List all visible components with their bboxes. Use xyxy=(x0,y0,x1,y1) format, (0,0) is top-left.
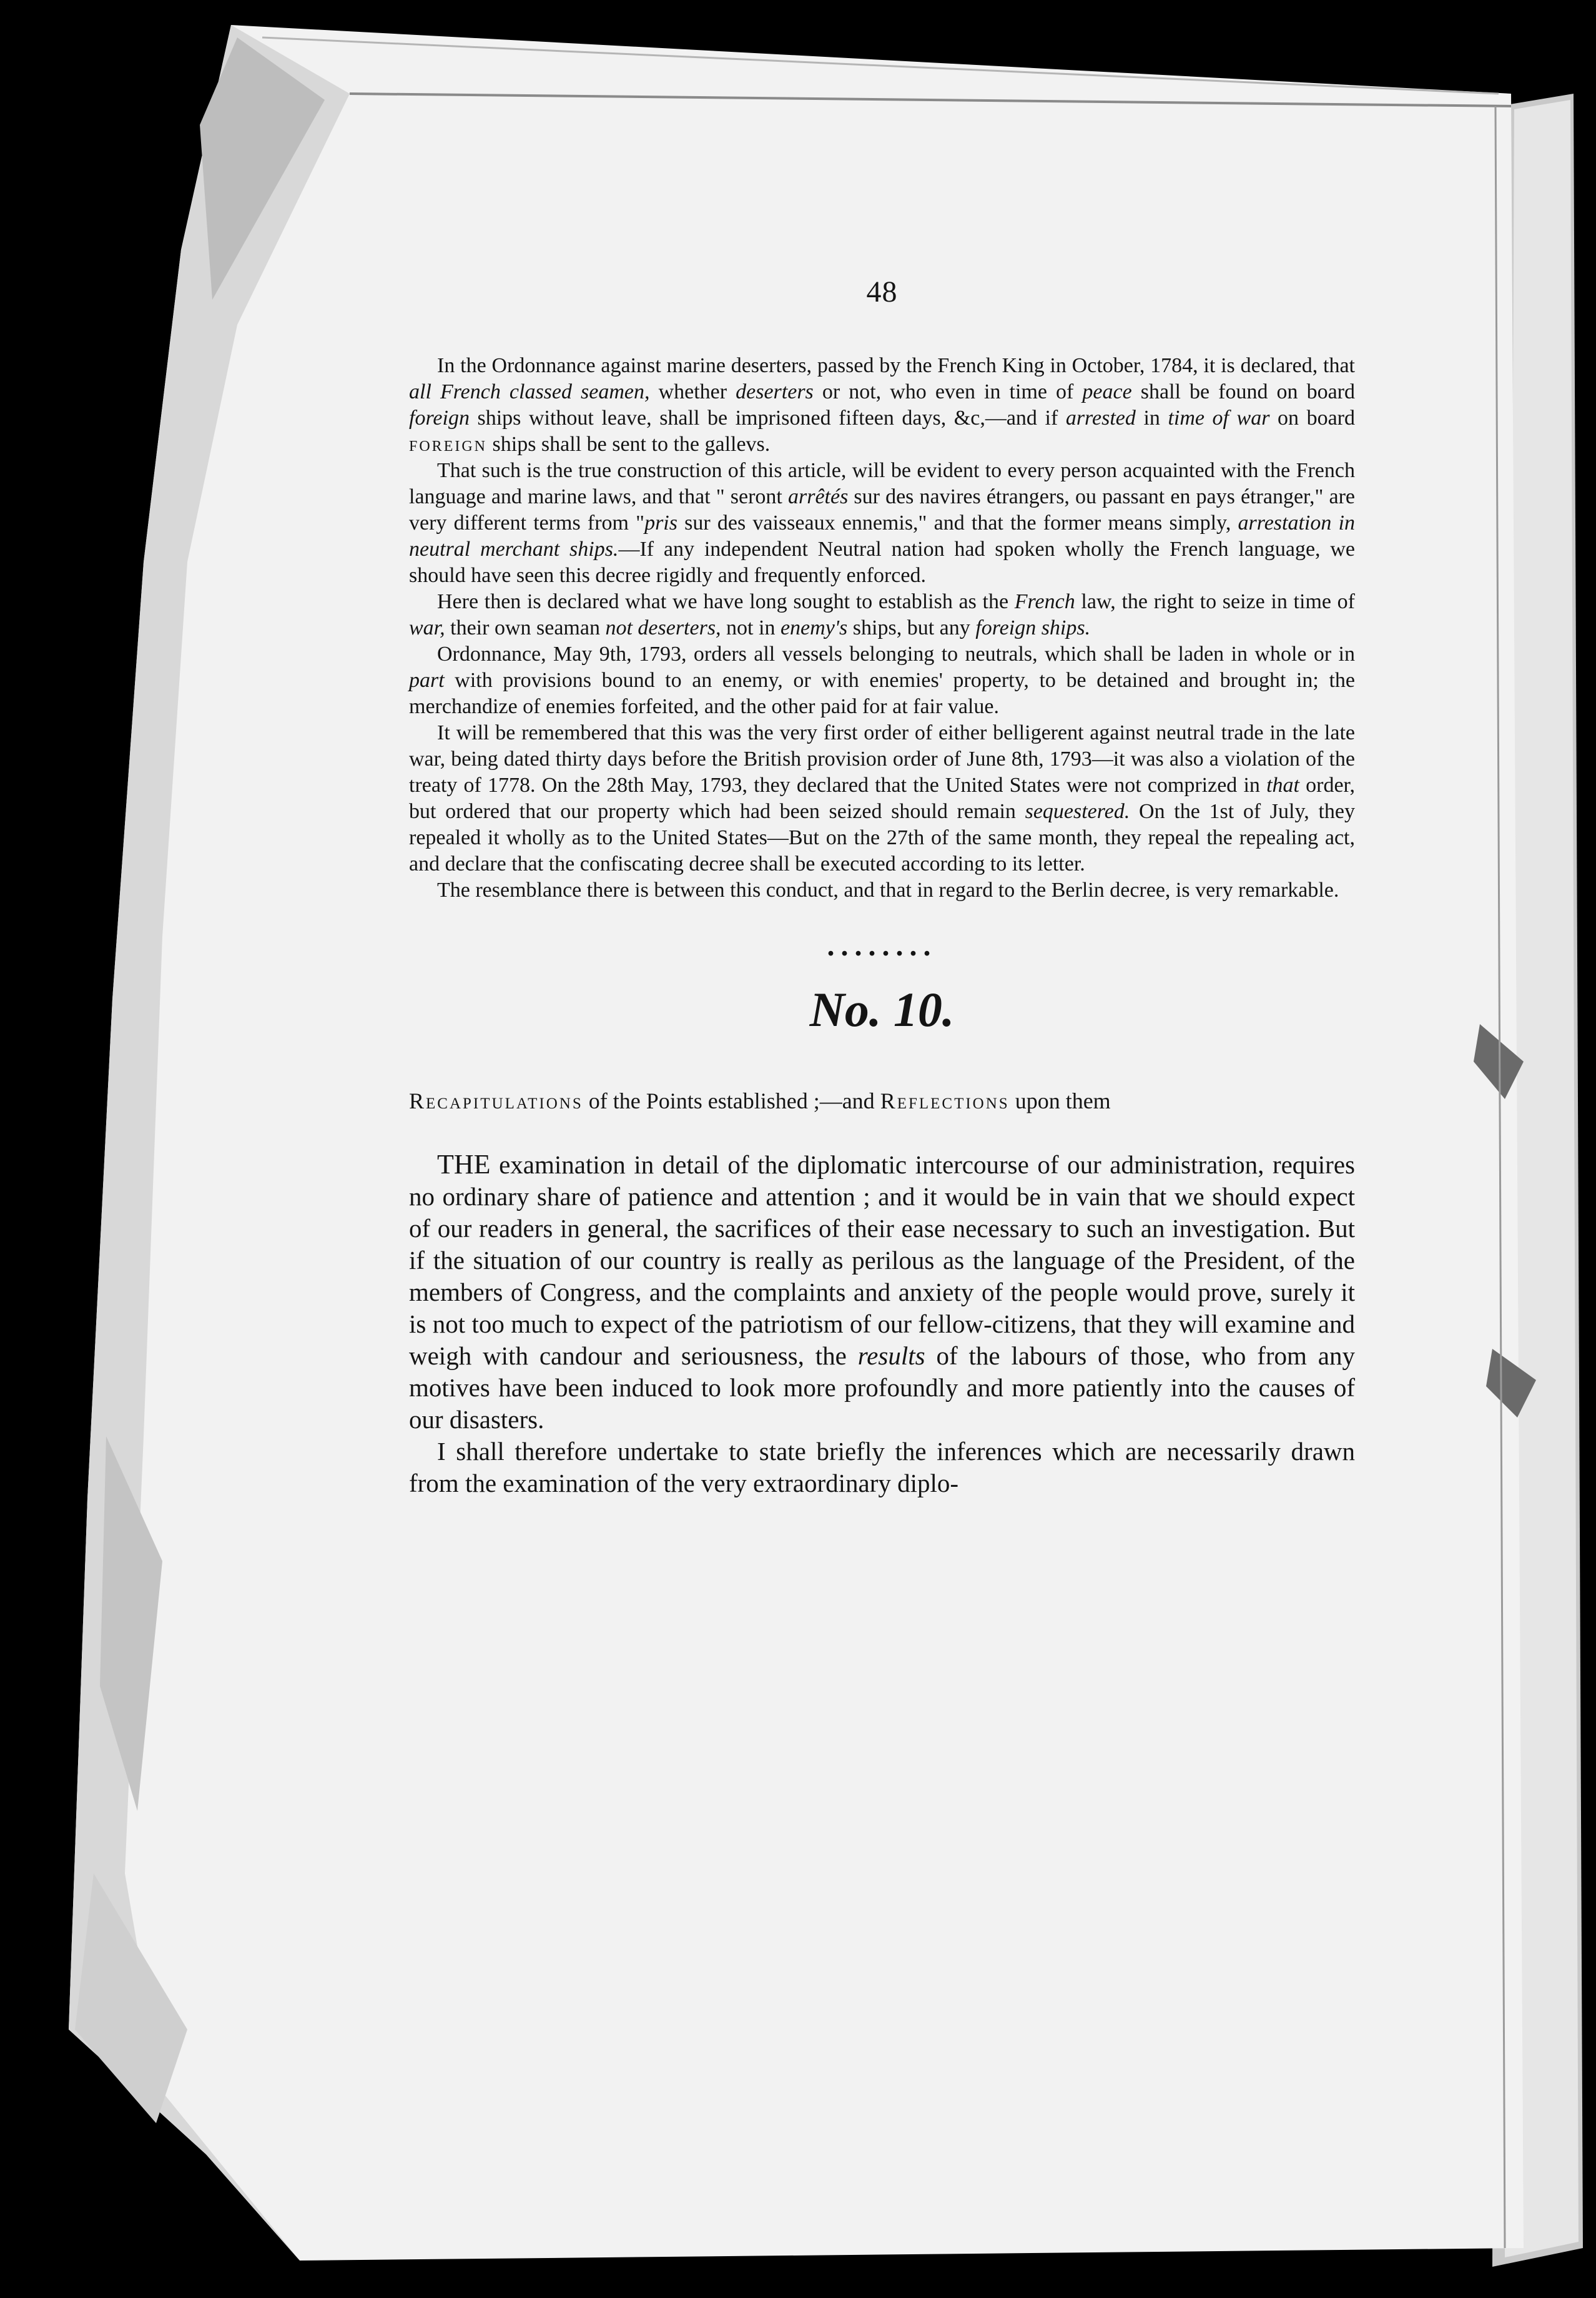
section-divider: ........ xyxy=(827,929,937,962)
italic-text: pris xyxy=(644,511,677,535)
italic-text: arrested xyxy=(1065,407,1136,430)
text-run: upon them xyxy=(1009,1088,1111,1113)
italic-text: time of war xyxy=(1168,407,1270,430)
text-run: On the 1st of July, they repealed it wholly as to the United States—But on the 27th of the same month, they repeal the repealing act, and declare that the confiscating decree shall be executed according to its letter. xyxy=(409,800,1355,875)
italic-text: that xyxy=(1266,774,1299,797)
text-run: I shall therefore undertake to state briefly the inferences which are necessarily drawn from the examination of the very extraordinary diplo- xyxy=(409,1437,1355,1497)
text-run: sur des vaisseaux ennemis," and that the former means simply, xyxy=(677,511,1238,535)
text-run: ships shall be sent to the gallevs. xyxy=(487,433,771,456)
text-run: on board xyxy=(1269,407,1355,430)
text-run: Ordonnance, May 9th, 1793, orders all vessels belonging to neutrals, which shall be laden in whole or in xyxy=(437,643,1355,666)
small-caps-text: foreign xyxy=(409,433,488,456)
text-run: of the Points established ;—and xyxy=(583,1088,880,1113)
small-caps-text: Reflections xyxy=(880,1088,1010,1113)
italic-text: French xyxy=(1014,590,1075,613)
text-run: ships, but any xyxy=(847,616,976,639)
paragraph xyxy=(409,720,1355,877)
italic-text: war, xyxy=(409,616,445,639)
text-run: The resemblance there is between this conduct, and that in regard to the Berlin decree, is very remarkable. xyxy=(437,879,1339,902)
paragraph xyxy=(409,641,1355,720)
text-run: in xyxy=(1135,407,1168,430)
text-run: shall be found on board xyxy=(1131,380,1356,403)
italic-text: foreign ships. xyxy=(975,616,1091,639)
section-heading xyxy=(409,1088,1355,1114)
paragraph xyxy=(409,1148,1355,1436)
paragraph xyxy=(409,458,1355,589)
italic-text: peace xyxy=(1082,380,1132,403)
paragraph xyxy=(409,589,1355,641)
italic-text: all French classed seamen, xyxy=(409,380,650,403)
text-run: sur des navires étrangers, ou passant en pays étranger," are very different terms from " xyxy=(409,485,1355,535)
italic-text: not deserters, xyxy=(605,616,721,639)
text-run: law, the right to seize in time of xyxy=(1075,590,1355,613)
section-body xyxy=(409,1148,1355,1499)
italic-text: deserters xyxy=(736,380,814,403)
page-number: 48 xyxy=(866,275,898,308)
italic-text: enemy's xyxy=(780,616,848,639)
text-run: whether xyxy=(649,380,736,403)
text-run: —If any independent Neutral nation had spoken wholly the French language, we should have seen this decree rigidly and frequently enforced. xyxy=(409,538,1356,587)
text-run: order, but ordered that our property which had been seized should remain xyxy=(409,774,1355,823)
small-caps-text: Recapitulations xyxy=(409,1088,583,1113)
text-run: with provisions bound to an enemy, or with enemies' property, to be detained and brought in; the merchandize of enemies forfeited, and the other paid for at fair value. xyxy=(409,669,1355,718)
section-title: No. 10. xyxy=(809,982,955,1037)
passage-ordonnance xyxy=(409,353,1355,904)
paragraph xyxy=(409,353,1355,458)
text-run: In the Ordonnance against marine deserters, passed by the French King in October, 1784, it is declared, that xyxy=(437,354,1355,377)
italic-text: arrestation in neutral merchant ships. xyxy=(409,511,1355,561)
paragraph xyxy=(409,877,1355,904)
text-run: or not, who even in time of xyxy=(813,380,1083,403)
lead-word: THE xyxy=(437,1149,491,1180)
italic-text: foreign xyxy=(409,407,470,430)
page-content xyxy=(409,275,1355,1499)
italic-text: results xyxy=(857,1341,925,1370)
text-run: It will be remembered that this was the very first order of either belligerent against neutral trade in the late war, being dated thirty days before the British provision order of June 8th, 1793—it was also a violation of the treaty of 1778. On the 28th May, 1793, they declared that the United States were not comprized in xyxy=(409,721,1355,797)
text-run: their own seaman xyxy=(445,616,606,639)
italic-text: sequestered. xyxy=(1025,800,1130,823)
paragraph xyxy=(409,1436,1355,1499)
italic-text: arrêtés xyxy=(787,485,849,508)
text-run: That such is the true construction of this article, will be evident to every person acquainted with the French language and marine laws, and that " seront xyxy=(409,459,1355,508)
text-run: of the labours of those, who from any motives have been induced to look more profoundly and more patiently into the causes of our disasters. xyxy=(409,1341,1355,1434)
italic-text: part xyxy=(409,669,445,692)
text-run: not in xyxy=(721,616,781,639)
text-run: Here then is declared what we have long sought to establish as the xyxy=(437,590,1015,613)
text-run: ships without leave, shall be imprisoned fifteen days, &c,—and if xyxy=(469,407,1066,430)
text-run: examination in detail of the diplomatic intercourse of our administration, requires no ordinary share of patience and attention ; and it would be in vain that we should expect of our readers in general, the sacrifices of their ease necessary to such an investigation. But if the situation of our country is really as perilous as the language of the President, of the members of Congress, and the complaints and anxiety of the people would prove, surely it is not too much to expect of the patriotism of our fellow-citizens, that they will examine and weigh with candour and seriousness, the xyxy=(409,1150,1355,1370)
